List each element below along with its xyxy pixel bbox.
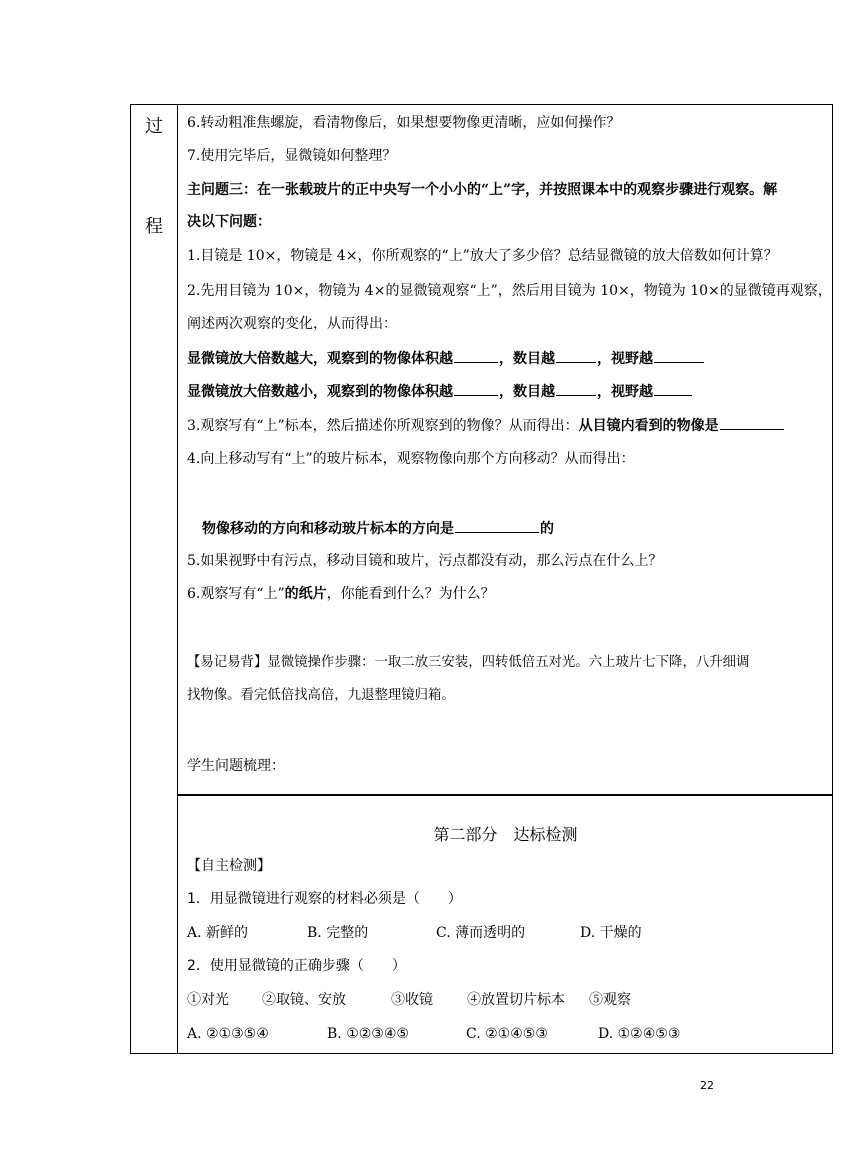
quiz-2-step-2: ②取镜、安放 <box>262 992 346 1008</box>
problem-6-text-3: ，你能看到什么？为什么？ <box>326 586 495 602</box>
column-divider <box>177 104 178 1054</box>
memory-tip-line-1: 【易记易背】显微镜操作步骤：一取二放三安装，四转低倍五对光。六上玻片七下降，八升细调 <box>187 655 750 670</box>
side-label-char-1: 过 <box>145 116 163 137</box>
fill-blank[interactable] <box>454 381 498 396</box>
conclusion-direction-line <box>202 518 554 539</box>
fill-blank[interactable] <box>654 381 692 396</box>
conclusion-larger-line <box>187 348 705 369</box>
problem-4-line: 4.向上移动写有“上”的玻片标本，观察物像向那个方向移动？从而得出： <box>187 451 635 467</box>
page-number: 22 <box>700 1079 714 1092</box>
problem-1-line: 1.目镜是 10×，物镜是 4×，你所观察的“上”放大了多少倍？总结显微镜的放大倍数如何计算？ <box>187 248 778 264</box>
problem-6-text-1: 6.观察写有“上” <box>187 586 285 602</box>
student-notes-label: 学生问题梳理： <box>187 758 285 774</box>
main-question-3-line-1: 主问题三：在一张载玻片的正中央写一个小小的“上”字，并按照课本中的观察步骤进行观察。解 <box>187 182 778 198</box>
question-6-line: 6.转动粗准焦螺旋，看清物像后，如果想要物像更清晰，应如何操作？ <box>187 115 621 131</box>
conclusion-larger-text-3: ，视野越 <box>597 351 653 367</box>
conclusion-smaller-text-3: ，视野越 <box>597 384 653 400</box>
fill-blank[interactable] <box>556 381 596 396</box>
problem-3-text: 3.观察写有“上”标本，然后描述你所观察到的物像？从而得出： <box>187 418 579 434</box>
conclusion-larger-text-1: 显微镜放大倍数越大，观察到的物像体积越 <box>187 351 453 367</box>
problem-3-conclusion: 从目镜内看到的物像是 <box>578 418 719 434</box>
quiz-question-2: 2．使用显微镜的正确步骤（ ） <box>187 958 406 974</box>
problem-6-text-2: 的纸片 <box>284 586 327 602</box>
quiz-question-1: 1．用显微镜进行观察的材料必须是（ ） <box>187 891 462 907</box>
quiz-2-step-4: ④放置切片标本 <box>467 992 565 1008</box>
quiz-1-option-d[interactable]: D. 干燥的 <box>580 925 642 941</box>
main-question-3-line-2: 决以下问题： <box>187 214 271 230</box>
section-title: 第二部分 达标检测 <box>433 825 578 844</box>
problem-5-line: 5.如果视野中有污点，移动目镜和玻片，污点都没有动，那么污点在什么上？ <box>187 553 663 569</box>
conclusion-larger-text-2: ，数目越 <box>499 351 555 367</box>
fill-blank[interactable] <box>720 415 784 430</box>
fill-blank[interactable] <box>455 518 539 533</box>
quiz-1-option-b[interactable]: B. 完整的 <box>307 925 369 941</box>
fill-blank[interactable] <box>454 348 498 363</box>
question-7-line: 7.使用完毕后，显微镜如何整理？ <box>187 148 397 164</box>
conclusion-direction-text: 物像移动的方向和移动玻片标本的方向是 <box>202 521 454 537</box>
self-check-heading: 【自主检测】 <box>187 858 271 874</box>
section-divider <box>178 794 833 796</box>
quiz-2-option-a[interactable]: A. ②①③⑤④ <box>187 1026 269 1042</box>
quiz-2-option-c[interactable]: C. ②①④⑤③ <box>466 1026 548 1042</box>
problem-2-line-1: 2.先用目镜为 10×，物镜为 4×的显微镜观察“上”，然后用目镜为 10×，物镜为 10×的显微镜再观察， <box>187 283 832 299</box>
quiz-1-option-c[interactable]: C. 薄而透明的 <box>436 925 526 941</box>
quiz-2-step-3: ③收镜 <box>391 992 433 1008</box>
quiz-2-option-d[interactable]: D. ①②④⑤③ <box>598 1026 681 1042</box>
conclusion-smaller-line <box>187 381 693 402</box>
side-label-char-2: 程 <box>145 216 163 237</box>
fill-blank[interactable] <box>654 348 704 363</box>
memory-tip-line-2: 找物像。看完低倍找高倍，九退整理镜归箱。 <box>187 688 455 703</box>
problem-2-line-2: 阐述两次观察的变化，从而得出： <box>187 316 397 332</box>
quiz-2-step-5: ⑤观察 <box>589 992 631 1008</box>
conclusion-direction-end: 的 <box>540 521 554 537</box>
quiz-1-option-a[interactable]: A. 新鲜的 <box>187 925 249 941</box>
conclusion-smaller-text-1: 显微镜放大倍数越小，观察到的物像体积越 <box>187 384 453 400</box>
problem-6-line <box>187 584 495 604</box>
conclusion-smaller-text-2: ，数目越 <box>499 384 555 400</box>
fill-blank[interactable] <box>556 348 596 363</box>
quiz-2-option-b[interactable]: B. ①②③④⑤ <box>327 1026 409 1042</box>
quiz-2-step-1: ①对光 <box>187 992 229 1008</box>
problem-3-line <box>187 415 785 436</box>
